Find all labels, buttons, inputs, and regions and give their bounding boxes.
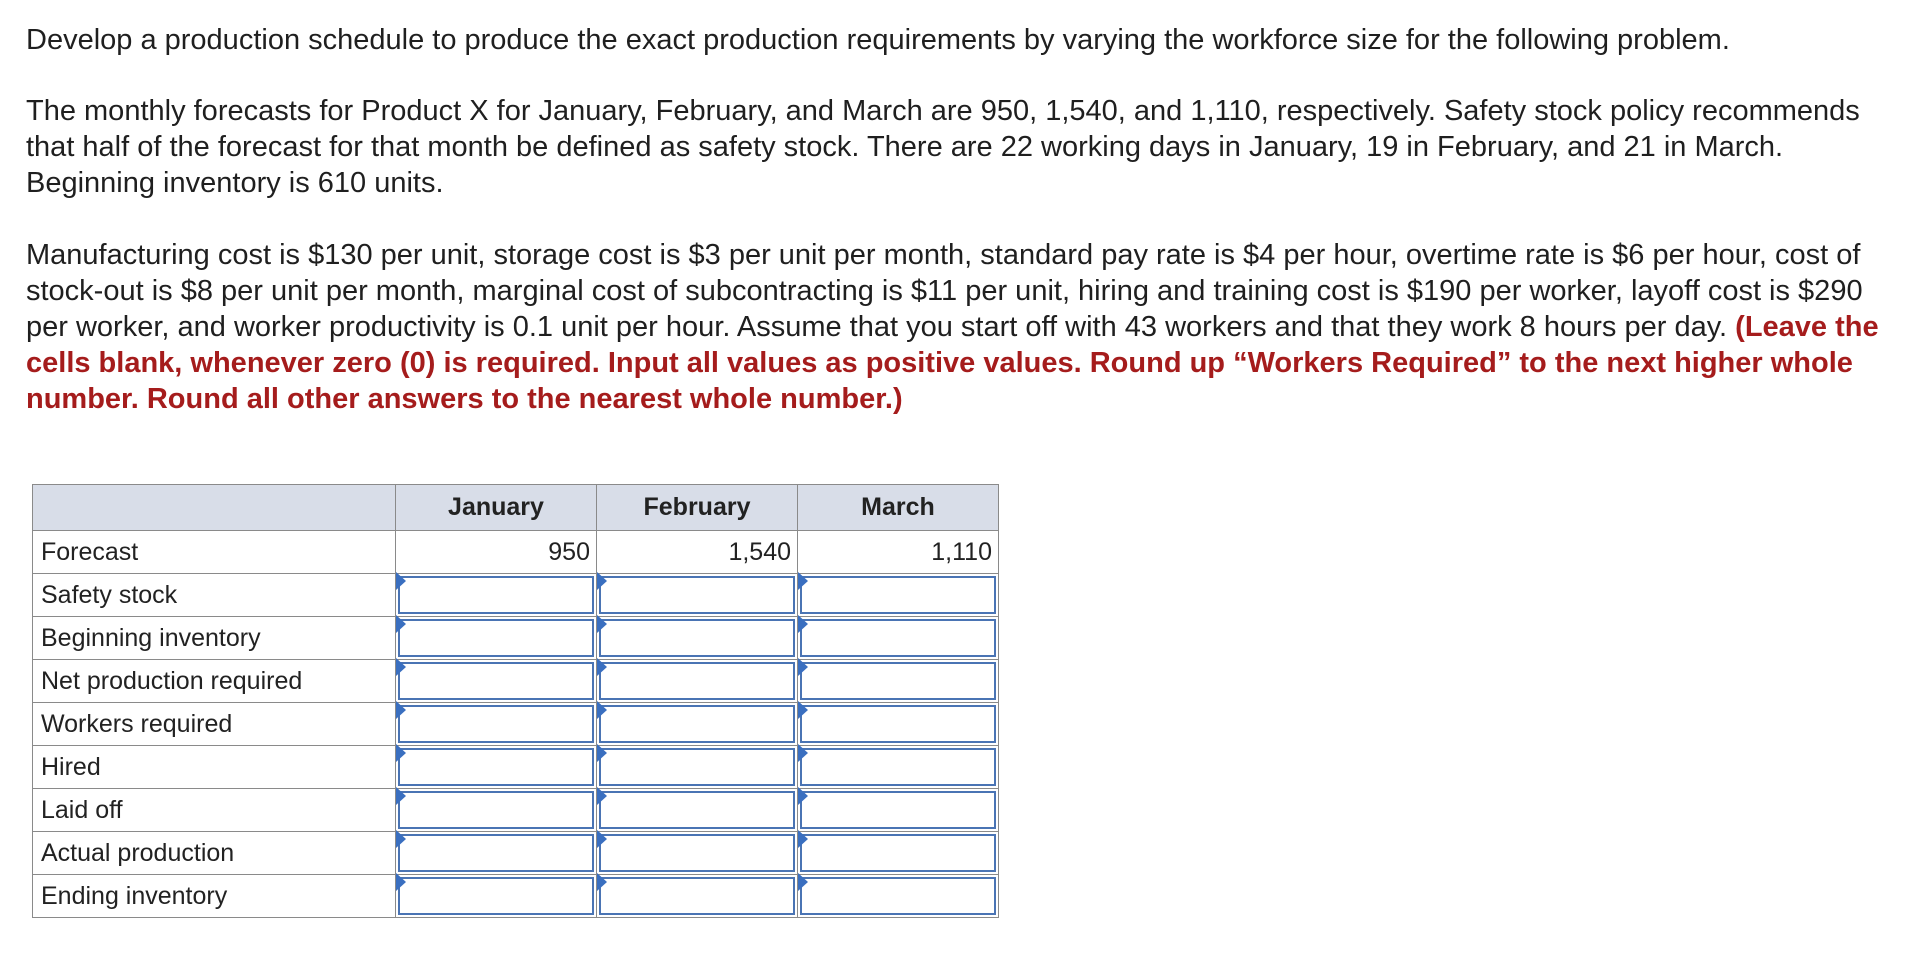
cell-ending-inventory-february (597, 875, 798, 918)
cell-hired-january (396, 746, 597, 789)
cell-workers-required-january (396, 703, 597, 746)
row-laid-off (33, 789, 999, 832)
input-box (398, 834, 594, 872)
row-hired (33, 746, 999, 789)
input-box (800, 791, 996, 829)
input-marker-icon (396, 873, 406, 891)
row-net-production-required (33, 660, 999, 703)
cell-hired-march (798, 746, 999, 789)
input-marker-icon (597, 873, 607, 891)
net-production-march-input[interactable] (802, 664, 994, 698)
input-marker-icon (597, 744, 607, 762)
cost-paragraph (26, 237, 1886, 417)
production-schedule-table (32, 484, 999, 918)
input-box (800, 619, 996, 657)
input-box (599, 791, 795, 829)
input-box (800, 877, 996, 915)
input-marker-icon (597, 572, 607, 590)
cell-ending-inventory-march (798, 875, 999, 918)
cell-actual-production-february (597, 832, 798, 875)
forecast-paragraph: The monthly forecasts for Product X for January, February, and March are 950, 1,540, and 1,110, respectively. Safety stock policy recommends that half of the forecast for that month be defined as safety stock. There are 22 working days in January, 19 in February, and 21 in March. Beginning inventory is 610 units. (26, 95, 1860, 199)
row-workers-required (33, 703, 999, 746)
input-box (800, 576, 996, 614)
header-corner (33, 485, 396, 531)
input-marker-icon (396, 744, 406, 762)
input-marker-icon (798, 787, 808, 805)
row-safety-stock (33, 574, 999, 617)
safety-stock-march-input[interactable] (802, 578, 994, 612)
row-actual-production (33, 832, 999, 875)
cell-beginning-inventory-january (396, 617, 597, 660)
input-box (599, 877, 795, 915)
ending-inventory-february-input[interactable] (601, 879, 793, 913)
input-marker-icon (597, 658, 607, 676)
input-box (398, 619, 594, 657)
input-marker-icon (798, 701, 808, 719)
cell-net-production-february (597, 660, 798, 703)
workers-required-january-input[interactable] (400, 707, 592, 741)
input-box (398, 705, 594, 743)
cell-actual-production-march (798, 832, 999, 875)
input-box (398, 748, 594, 786)
safety-stock-february-input[interactable] (601, 578, 793, 612)
row-label-actual-production: Actual production (33, 832, 396, 875)
cell-beginning-inventory-february (597, 617, 798, 660)
safety-stock-january-input[interactable] (400, 578, 592, 612)
cell-net-production-march (798, 660, 999, 703)
input-marker-icon (597, 830, 607, 848)
problem-intro: Develop a production schedule to produce the exact production requirements by varying the workforce size for the following problem. (26, 24, 1730, 56)
laid-off-march-input[interactable] (802, 793, 994, 827)
actual-production-january-input[interactable] (400, 836, 592, 870)
schedule-table-container (32, 484, 999, 918)
cost-text: Manufacturing cost is $130 per unit, storage cost is $3 per unit per month, standard pay rate is $4 per hour, overtime rate is $6 per hour, cost of stock-out is $8 per unit per month, marginal cost of subcontracting is $11 per unit, hiring and training cost is $190 per worker, layoff cost is $290 per worker, and worker productivity is 0.1 unit per hour. Assume that you start off with 43 workers and that they work 8 hours per day. (26, 239, 1863, 343)
input-marker-icon (396, 787, 406, 805)
cell-laid-off-january (396, 789, 597, 832)
beginning-inventory-february-input[interactable] (601, 621, 793, 655)
input-marker-icon (597, 787, 607, 805)
input-marker-icon (798, 658, 808, 676)
cell-safety-stock-february (597, 574, 798, 617)
input-marker-icon (396, 701, 406, 719)
input-marker-icon (798, 873, 808, 891)
problem-statement (26, 22, 1886, 453)
workers-required-march-input[interactable] (802, 707, 994, 741)
row-beginning-inventory (33, 617, 999, 660)
cell-workers-required-february (597, 703, 798, 746)
input-box (398, 877, 594, 915)
row-label-ending-inventory: Ending inventory (33, 875, 396, 918)
row-label-beginning-inventory: Beginning inventory (33, 617, 396, 660)
input-marker-icon (396, 830, 406, 848)
hired-february-input[interactable] (601, 750, 793, 784)
input-box (398, 662, 594, 700)
cell-actual-production-january (396, 832, 597, 875)
input-box (599, 748, 795, 786)
input-marker-icon (798, 830, 808, 848)
cell-net-production-january (396, 660, 597, 703)
workers-required-february-input[interactable] (601, 707, 793, 741)
actual-production-february-input[interactable] (601, 836, 793, 870)
input-marker-icon (597, 615, 607, 633)
ending-inventory-january-input[interactable] (400, 879, 592, 913)
input-box (800, 662, 996, 700)
input-marker-icon (798, 572, 808, 590)
input-box (599, 619, 795, 657)
row-label-net-production-required: Net production required (33, 660, 396, 703)
forecast-january: 950 (396, 531, 597, 574)
input-marker-icon (396, 615, 406, 633)
input-box (398, 576, 594, 614)
row-label-safety-stock: Safety stock (33, 574, 396, 617)
cell-safety-stock-march (798, 574, 999, 617)
input-marker-icon (597, 701, 607, 719)
row-forecast (33, 531, 999, 574)
row-ending-inventory (33, 875, 999, 918)
header-march: March (798, 485, 999, 531)
input-box (800, 834, 996, 872)
net-production-february-input[interactable] (601, 664, 793, 698)
net-production-january-input[interactable] (400, 664, 592, 698)
row-label-workers-required: Workers required (33, 703, 396, 746)
header-january: January (396, 485, 597, 531)
hired-march-input[interactable] (802, 750, 994, 784)
input-box (800, 705, 996, 743)
row-label-hired: Hired (33, 746, 396, 789)
actual-production-march-input[interactable] (802, 836, 994, 870)
cell-hired-february (597, 746, 798, 789)
input-marker-icon (798, 615, 808, 633)
cell-laid-off-february (597, 789, 798, 832)
input-marker-icon (798, 744, 808, 762)
answer-instructions: (Leave the cells blank, whenever zero (0) is required. Input all values as positive values. Round up “Workers Required” to the next higher whole number. Round all other answers to the nearest whole number.) (26, 311, 1879, 415)
ending-inventory-march-input[interactable] (802, 879, 994, 913)
forecast-march: 1,110 (798, 531, 999, 574)
laid-off-january-input[interactable] (400, 793, 592, 827)
input-box (599, 705, 795, 743)
input-marker-icon (396, 658, 406, 676)
forecast-february: 1,540 (597, 531, 798, 574)
input-box (599, 576, 795, 614)
table-header-row (33, 485, 999, 531)
cell-workers-required-march (798, 703, 999, 746)
header-february: February (597, 485, 798, 531)
row-label-laid-off: Laid off (33, 789, 396, 832)
cell-safety-stock-january (396, 574, 597, 617)
input-box (800, 748, 996, 786)
laid-off-february-input[interactable] (601, 793, 793, 827)
input-box (599, 834, 795, 872)
beginning-inventory-march-input[interactable] (802, 621, 994, 655)
input-marker-icon (396, 572, 406, 590)
beginning-inventory-january-input[interactable] (400, 621, 592, 655)
row-label-forecast: Forecast (33, 531, 396, 574)
input-box (599, 662, 795, 700)
cell-ending-inventory-january (396, 875, 597, 918)
hired-january-input[interactable] (400, 750, 592, 784)
cell-laid-off-march (798, 789, 999, 832)
cell-beginning-inventory-march (798, 617, 999, 660)
input-box (398, 791, 594, 829)
